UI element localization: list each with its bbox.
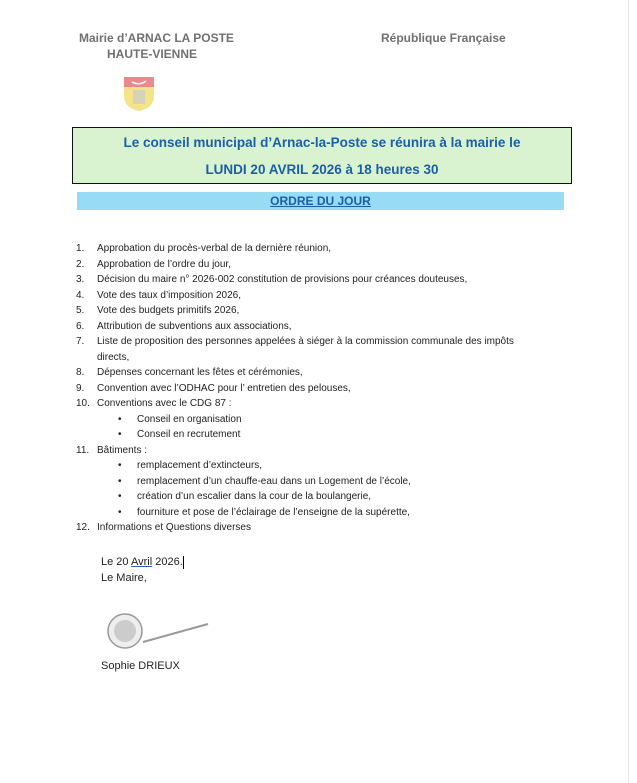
- item-number: 6.: [76, 320, 85, 332]
- item-number: 3.: [76, 274, 85, 285]
- republique-label: République Française: [381, 31, 506, 45]
- subitem-text: remplacement d’un chauffe-eau dans un Logement de l’école,: [137, 475, 411, 487]
- item-text: Vote des taux d’imposition 2026,: [97, 289, 241, 301]
- item-text: Attribution de subventions aux associations,: [97, 320, 292, 332]
- mayor-name: Sophie DRIEUX: [101, 660, 180, 672]
- agenda-item: [76, 334, 514, 350]
- agenda-item: [76, 396, 514, 412]
- agenda-subitem: [76, 505, 514, 521]
- agenda-item: [76, 241, 514, 257]
- agenda-subitem: [76, 474, 514, 490]
- date-prefix: Le 20: [101, 556, 131, 568]
- agenda-item: [76, 303, 514, 319]
- announcement-line1: Le conseil municipal d’Arnac-la-Poste se réunira à la mairie le: [123, 135, 521, 150]
- agenda-subitem: [76, 458, 514, 474]
- bullet-icon: •: [118, 491, 122, 502]
- subitem-text: Conseil en organisation: [137, 413, 242, 425]
- item-text: Liste de proposition des personnes appelées à siéger à la commission communale des impôts: [97, 336, 514, 347]
- item-number: 11.: [76, 444, 90, 456]
- text-cursor: [183, 556, 184, 569]
- item-text: Vote des budgets primitifs 2026,: [97, 305, 240, 316]
- item-text: Décision du maire n° 2026-002 constitution de provisions pour créances douteuses,: [97, 274, 468, 285]
- item-number: 7.: [76, 336, 85, 347]
- agenda-item: [76, 381, 514, 397]
- item-number: 8.: [76, 367, 85, 378]
- agenda-subitem: [76, 412, 514, 428]
- item-number: 10.: [76, 398, 90, 409]
- item-number: 5.: [76, 305, 85, 316]
- item-number: 1.: [76, 243, 85, 254]
- bullet-icon: •: [118, 475, 122, 487]
- agenda-item: [76, 257, 514, 273]
- stamp-signature-icon: [103, 612, 213, 650]
- agenda-item: [76, 520, 514, 536]
- agenda-item: [76, 365, 514, 381]
- agenda-title-bar: [77, 192, 564, 210]
- item-text: Convention avec l’ODHAC pour l’ entretien des pelouses,: [97, 382, 351, 394]
- bullet-icon: •: [118, 429, 122, 440]
- coat-of-arms-icon: [123, 76, 155, 112]
- role: Le Maire,: [101, 572, 147, 584]
- mairie-name: Mairie d’ARNAC LA POSTE: [79, 31, 234, 45]
- item-text: Approbation du procès-verbal de la dernière réunion,: [97, 243, 332, 254]
- signature-block: [101, 554, 184, 586]
- agenda-item: [76, 443, 514, 459]
- agenda-item: [76, 272, 514, 288]
- subitem-text: fourniture et pose de l’éclairage de l’enseigne de la supérette,: [137, 506, 410, 518]
- announcement-line2: LUNDI 20 AVRIL 2026 à 18 heures 30: [205, 162, 439, 177]
- item-number: 4.: [76, 289, 85, 301]
- item-number: 9.: [76, 382, 85, 394]
- subitem-text: création d’un escalier dans la cour de la boulangerie,: [137, 491, 372, 502]
- item-text: Conventions avec le CDG 87 :: [97, 398, 232, 409]
- item-number: 12.: [76, 522, 90, 533]
- agenda-item-continuation: directs,: [97, 351, 130, 363]
- bullet-icon: •: [118, 460, 122, 471]
- agenda-item: [76, 319, 514, 335]
- bullet-icon: •: [118, 506, 122, 518]
- page-edge: [628, 0, 629, 783]
- item-text: Bâtiments :: [97, 444, 148, 456]
- agenda-title: ORDRE DU JOUR: [270, 194, 371, 208]
- agenda-list: [76, 241, 514, 536]
- date-suffix: 2026.: [152, 556, 183, 568]
- item-text: Dépenses concernant les fêtes et cérémonies,: [97, 367, 303, 378]
- agenda-subitem: [76, 489, 514, 505]
- agenda-subitem: [76, 427, 514, 443]
- item-number: 2.: [76, 258, 85, 270]
- bullet-icon: •: [118, 413, 122, 425]
- agenda-item: [76, 288, 514, 304]
- department-name: HAUTE-VIENNE: [107, 47, 198, 61]
- subitem-text: remplacement d’extincteurs,: [137, 460, 263, 471]
- announcement-box: [72, 127, 572, 184]
- subitem-text: Conseil en recrutement: [137, 429, 241, 440]
- date-month: Avril: [130, 556, 153, 568]
- item-text: Approbation de l’ordre du jour,: [97, 258, 231, 270]
- item-text: Informations et Questions diverses: [97, 522, 251, 533]
